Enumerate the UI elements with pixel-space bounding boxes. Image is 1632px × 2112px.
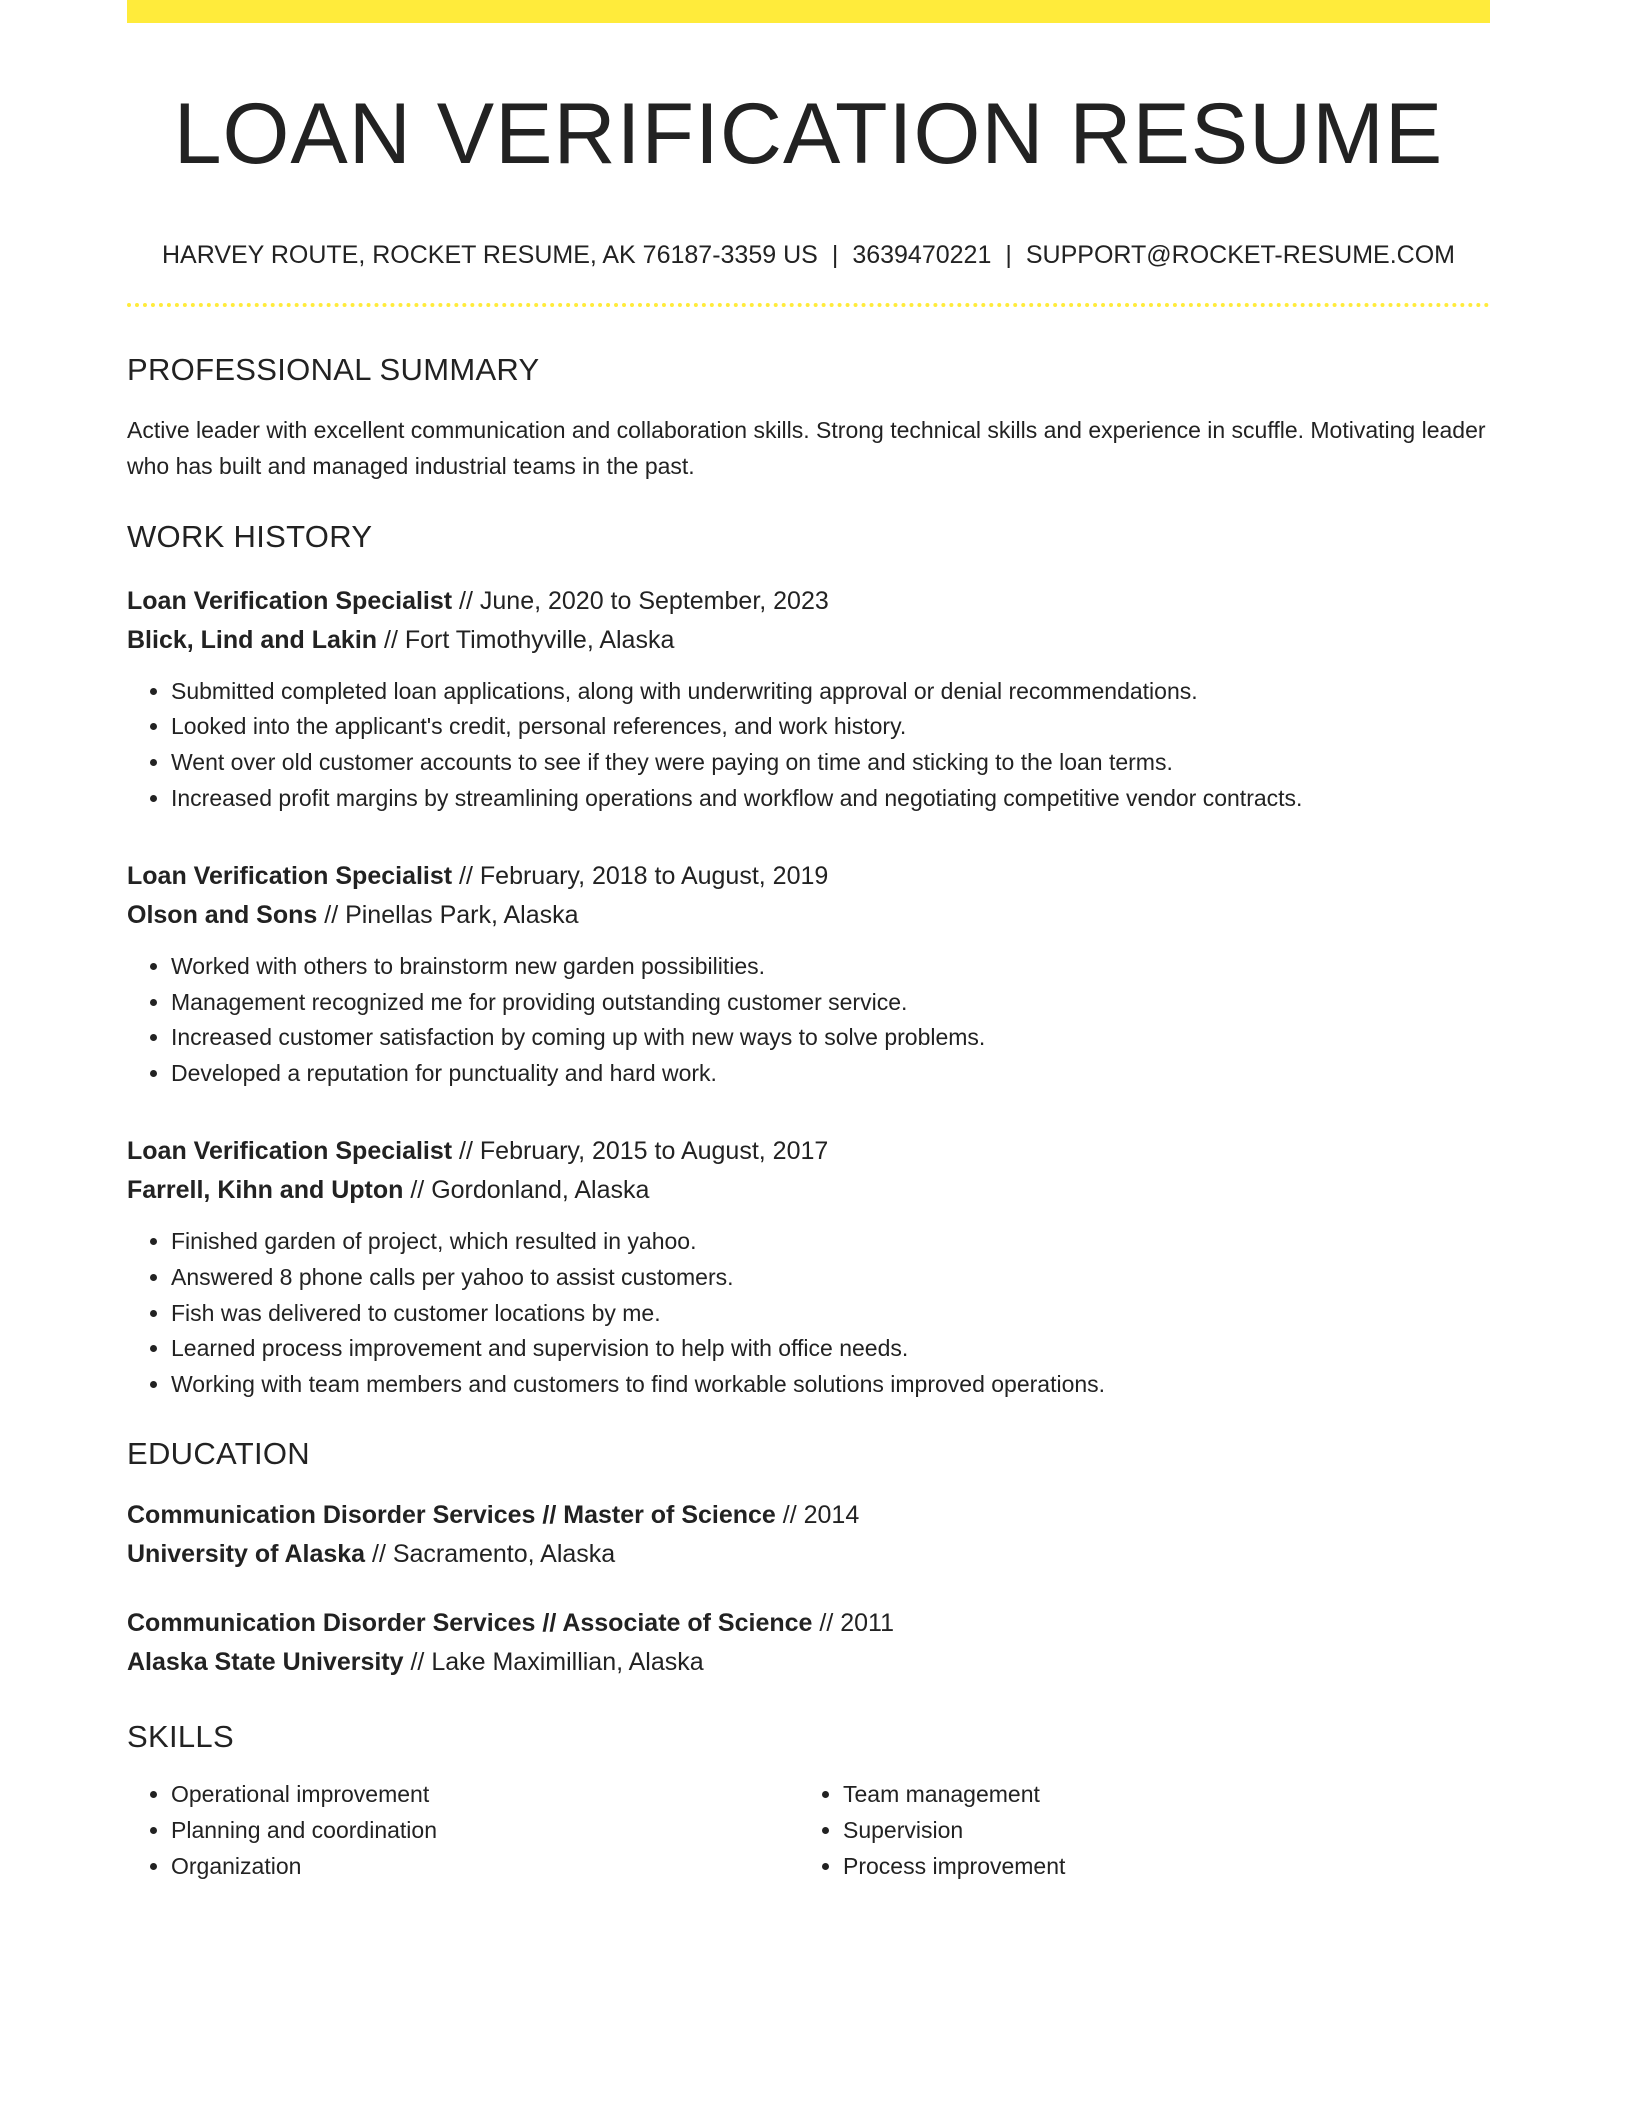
- job-title: Loan Verification Specialist: [127, 1136, 453, 1165]
- school-line: [127, 1535, 1490, 1574]
- job-title: Loan Verification Specialist: [127, 586, 453, 615]
- school-line: [127, 1643, 1490, 1682]
- job-title-line: [127, 857, 1490, 896]
- list-item: • Management recognized me for providing outstanding customer service.: [171, 985, 1490, 1021]
- work-history-heading: WORK HISTORY: [127, 519, 373, 555]
- summary-text: Active leader with excellent communication and collaboration skills. Strong technical skills and experience in scuffle. Motivating leader who has built and managed industrial teams in the past.: [127, 417, 1486, 480]
- job-bullets: [127, 674, 1490, 817]
- education-entry: [127, 1604, 1490, 1682]
- skills-columns: [127, 1777, 1490, 1884]
- list-item: • Went over old customer accounts to see if they were paying on time and sticking to the loan terms.: [171, 745, 1490, 781]
- job-title-line: [127, 582, 1490, 621]
- contact-phone: 3639470221: [852, 241, 992, 270]
- degree-year: // 2011: [812, 1609, 894, 1638]
- skill-item: • Supervision: [843, 1813, 1471, 1849]
- school: Alaska State University: [127, 1648, 404, 1677]
- job-bullets: [127, 949, 1490, 1092]
- skill-item: • Team management: [843, 1777, 1471, 1813]
- job-company-line: [127, 896, 1490, 935]
- skill-item: • Organization: [171, 1849, 799, 1885]
- job-location: // Pinellas Park, Alaska: [317, 900, 579, 929]
- resume-page: [127, 0, 1490, 1885]
- degree: Communication Disorder Services // Master of Science: [127, 1501, 776, 1530]
- summary-heading: PROFESSIONAL SUMMARY: [127, 352, 540, 388]
- skill-item: • Process improvement: [843, 1849, 1471, 1885]
- job-title: Loan Verification Specialist: [127, 861, 453, 890]
- list-item: • Working with team members and customers to find workable solutions improved operations.: [171, 1367, 1490, 1403]
- list-item: • Developed a reputation for punctuality and hard work.: [171, 1056, 1490, 1092]
- skill-item: • Operational improvement: [171, 1777, 799, 1813]
- education-heading: EDUCATION: [127, 1435, 310, 1471]
- job-entry: [127, 1132, 1490, 1403]
- job-company: Farrell, Kihn and Upton: [127, 1175, 404, 1204]
- job-bullets: [127, 1224, 1490, 1403]
- list-item: • Increased profit margins by streamlining operations and workflow and negotiating competitive vendor contracts.: [171, 781, 1490, 817]
- contact-address: HARVEY ROUTE, ROCKET RESUME, AK 76187-3359 US: [162, 241, 818, 270]
- job-company-line: [127, 1171, 1490, 1210]
- school-location: // Sacramento, Alaska: [365, 1540, 616, 1569]
- job-dates: // February, 2015 to August, 2017: [452, 1136, 829, 1165]
- list-item: • Finished garden of project, which resulted in yahoo.: [171, 1224, 1490, 1260]
- degree-line: [127, 1496, 1490, 1535]
- job-company: Olson and Sons: [127, 900, 318, 929]
- job-company: Blick, Lind and Lakin: [127, 625, 378, 654]
- contact-separator: |: [1005, 241, 1012, 270]
- resume-title: LOAN VERIFICATION RESUME: [173, 86, 1444, 182]
- job-dates: // February, 2018 to August, 2019: [452, 861, 829, 890]
- dotted-divider: [127, 303, 1490, 307]
- school: University of Alaska: [127, 1540, 366, 1569]
- skills-heading: SKILLS: [127, 1719, 234, 1755]
- job-company-line: [127, 621, 1490, 660]
- list-item: • Increased customer satisfaction by coming up with new ways to solve problems.: [171, 1020, 1490, 1056]
- degree-line: [127, 1604, 1490, 1643]
- list-item: • Submitted completed loan applications, along with underwriting approval or denial recommendations.: [171, 674, 1490, 710]
- job-location: // Gordonland, Alaska: [403, 1175, 650, 1204]
- degree: Communication Disorder Services // Associate of Science: [127, 1609, 813, 1638]
- list-item: • Learned process improvement and supervision to help with office needs.: [171, 1331, 1490, 1367]
- degree-year: // 2014: [775, 1501, 860, 1530]
- list-item: • Fish was delivered to customer locations by me.: [171, 1296, 1490, 1332]
- school-location: // Lake Maximillian, Alaska: [403, 1648, 704, 1677]
- contact-email: SUPPORT@ROCKET-RESUME.COM: [1025, 241, 1455, 270]
- contact-separator: |: [831, 241, 839, 270]
- list-item: • Answered 8 phone calls per yahoo to assist customers.: [171, 1260, 1490, 1296]
- skills-right-column: [799, 1777, 1471, 1884]
- job-title-line: [127, 1132, 1490, 1171]
- job-dates: // June, 2020 to September, 2023: [452, 586, 829, 615]
- job-location: // Fort Timothyville, Alaska: [377, 625, 675, 654]
- top-accent-bar: [127, 0, 1490, 23]
- job-entry: [127, 582, 1490, 817]
- contact-line: [127, 240, 1490, 270]
- education-entry: [127, 1496, 1490, 1574]
- skills-left-column: [127, 1777, 799, 1884]
- job-entry: [127, 857, 1490, 1092]
- list-item: • Worked with others to brainstorm new garden possibilities.: [171, 949, 1490, 985]
- list-item: • Looked into the applicant's credit, personal references, and work history.: [171, 709, 1490, 745]
- skill-item: • Planning and coordination: [171, 1813, 799, 1849]
